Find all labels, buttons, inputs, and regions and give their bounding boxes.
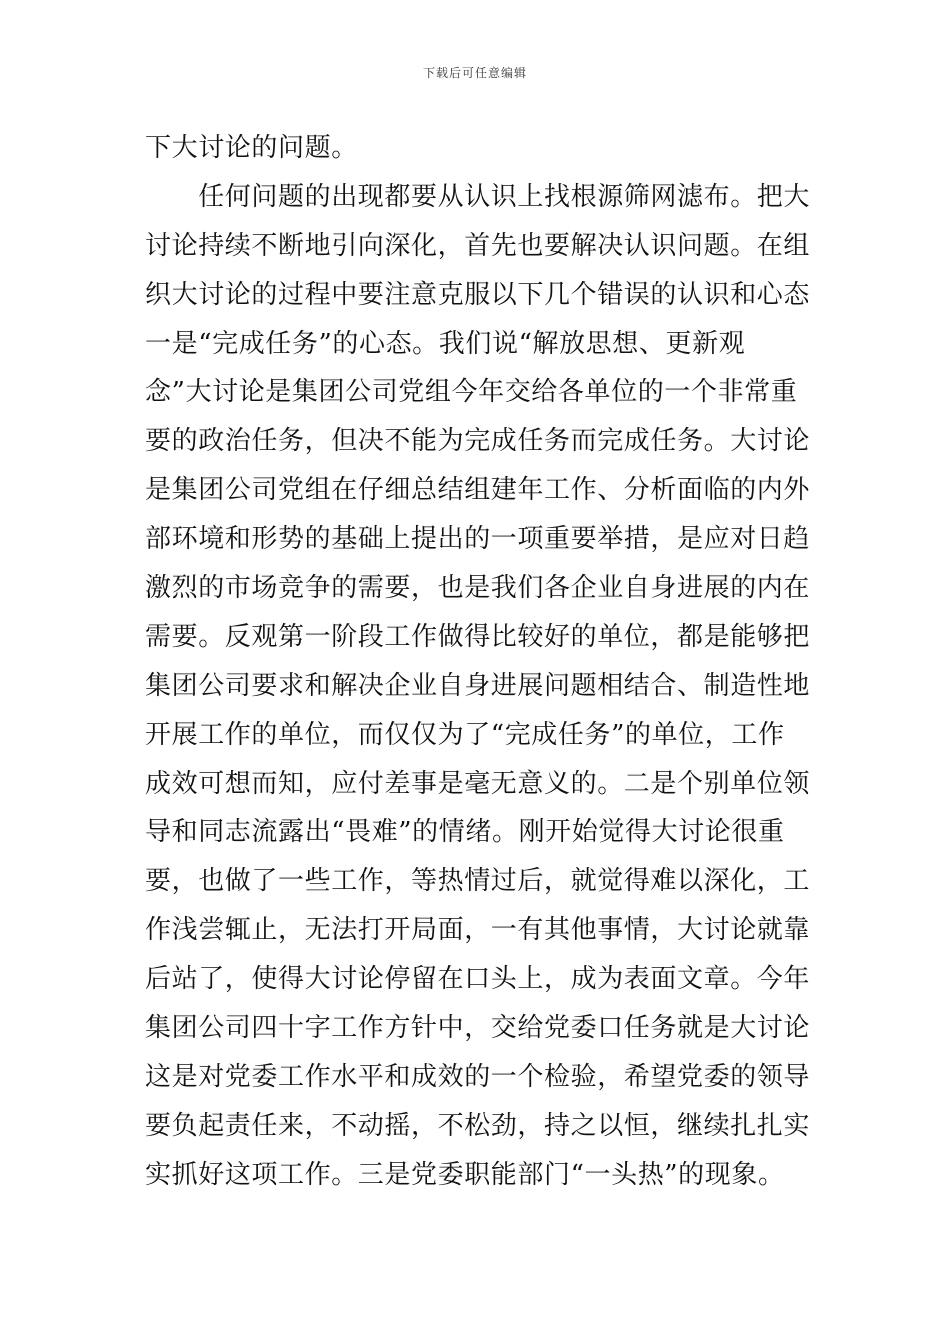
page-header-note: 下载后可任意编辑	[422, 66, 527, 80]
text-line: 导和同志流露出“畏难”的情绪。刚开始觉得大讨论很重	[145, 817, 785, 848]
text-line: 部环境和形势的基础上提出的一项重要举措，是应对日趋	[145, 524, 810, 555]
text-line: 开展工作的单位，而仅仅为了“完成任务”的单位，工作	[145, 719, 785, 750]
text-line: 要，也做了一些工作，等热情过后，就觉得难以深化，工	[145, 866, 810, 897]
text-line: 要负起责任来，不动摇，不松劲，持之以恒，继续扎扎实	[145, 1110, 810, 1141]
document-body	[145, 124, 810, 1200]
text-line: 作浅尝辄止，无法打开局面，一有其他事情，大讨论就靠	[145, 915, 810, 946]
text-line: 这是对党委工作水平和成效的一个检验，希望党委的领导	[145, 1061, 810, 1092]
text-line: 下大讨论的问题。	[145, 133, 358, 163]
text-line: 织大讨论的过程中要注意克服以下几个错误的认识和心态	[145, 279, 810, 310]
text-line: 成效可想而知，应付差事是毫无意义的。二是个别单位领	[145, 768, 810, 799]
text-line: 任何问题的出现都要从认识上找根源筛网滤布。把大	[145, 181, 810, 212]
text-line: 实抓好这项工作。三是党委职能部门“一头热”的现象。	[145, 1159, 785, 1190]
text-line: 集团公司四十字工作方针中，交给党委口任务就是大讨论	[145, 1013, 810, 1044]
text-line: 是集团公司党组在仔细总结组建年工作、分析面临的内外	[145, 475, 810, 506]
text-line: 激烈的市场竞争的需要，也是我们各企业自身进展的内在	[145, 573, 810, 604]
text-line: 念”大讨论是集团公司党组今年交给各单位的一个非常重	[145, 377, 798, 408]
text-line: 讨论持续不断地引向深化，首先也要解决认识问题。在组	[145, 230, 810, 261]
text-line: 后站了，使得大讨论停留在口头上，成为表面文章。今年	[145, 964, 810, 995]
text-line: 一是“完成任务”的心态。我们说“解放思想、更新观	[145, 328, 746, 359]
text-line: 需要。反观第一阶段工作做得比较好的单位，都是能够把	[145, 621, 810, 652]
text-line: 要的政治任务，但决不能为完成任务而完成任务。大讨论	[145, 426, 810, 457]
text-line: 集团公司要求和解决企业自身进展问题相结合、制造性地	[145, 670, 810, 701]
